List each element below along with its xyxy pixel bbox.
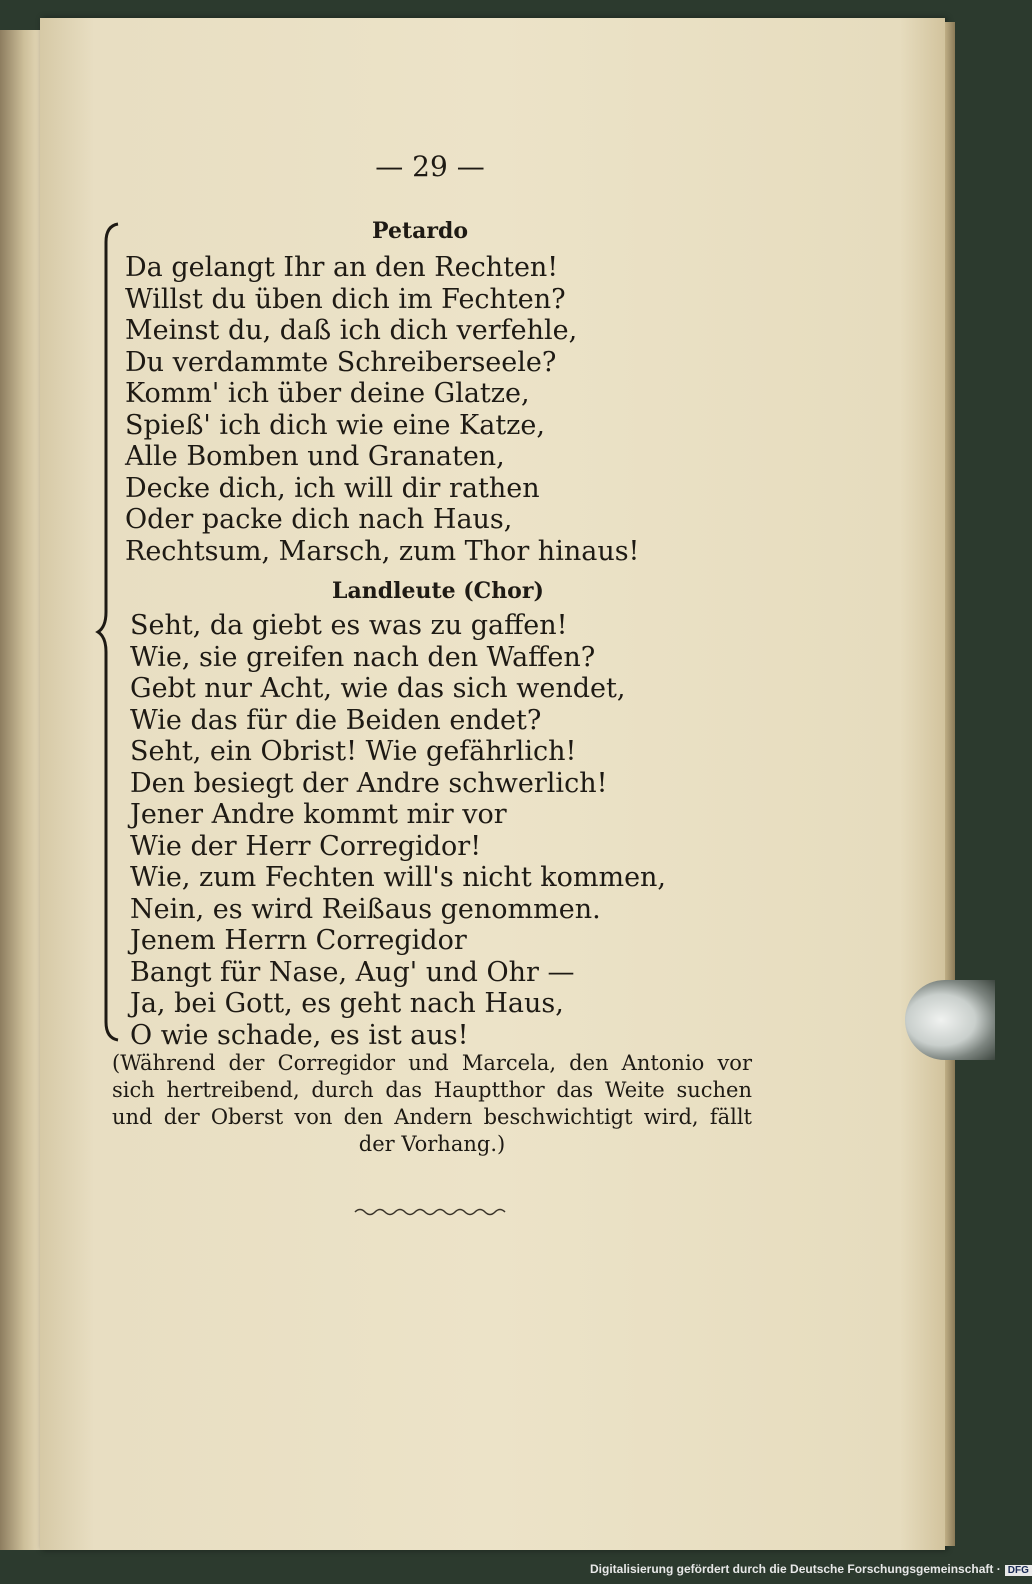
chorus-line: Wie, zum Fechten will's nicht kommen,: [130, 862, 667, 893]
footer-credit: [590, 1562, 1029, 1578]
speech-bracket: [96, 222, 126, 1042]
chorus-line: Nein, es wird Reißaus genommen.: [130, 893, 601, 925]
chorus-line: Bangt für Nase, Aug' und Ohr —: [130, 956, 575, 988]
page-number: — 29 —: [375, 150, 485, 183]
scanner-clip: [905, 980, 995, 1060]
petardo-line: Da gelangt Ihr an den Rechten!: [125, 252, 559, 283]
left-page-edge: [0, 30, 40, 1550]
chorus-line: Ja, bei Gott, es geht nach Haus,: [130, 988, 564, 1019]
chorus-line: Den besiegt der Andre schwerlich!: [130, 767, 608, 799]
chorus-line: Wie der Herr Corregidor!: [130, 830, 482, 862]
petardo-line: Komm' ich über deine Glatze,: [125, 378, 530, 409]
petardo-line: Du verdammte Schreiberseele?: [125, 346, 557, 378]
chorus-line: O wie schade, es ist aus!: [130, 1019, 469, 1051]
petardo-verse: [125, 252, 639, 567]
chorus-line: Gebt nur Acht, wie das sich wendet,: [130, 673, 626, 704]
footer-text: Digitalisierung gefördert durch die Deutsche Forschungsgemeinschaft ·: [590, 1562, 1001, 1576]
chorus-line: Seht, da giebt es was zu gaffen!: [130, 610, 568, 641]
chorus-line: Wie, sie greifen nach den Waffen?: [130, 641, 596, 673]
chorus-line: Jenem Herrn Corregidor: [130, 925, 467, 956]
chorus-verse: [130, 610, 666, 1051]
petardo-line: Spieß' ich dich wie eine Katze,: [125, 409, 545, 441]
page-edge: [945, 22, 955, 1546]
chorus-line: Wie das für die Beiden endet?: [130, 704, 542, 736]
petardo-line: Willst du üben dich im Fechten?: [125, 283, 566, 315]
petardo-line: Oder packe dich nach Haus,: [125, 504, 513, 535]
petardo-line: Rechtsum, Marsch, zum Thor hinaus!: [125, 535, 640, 567]
speaker-landleute: Landleute (Chor): [332, 578, 544, 604]
chorus-line: Jener Andre kommt mir vor: [130, 799, 507, 830]
stage-direction: (Während der Corregidor und Marcela, den Antonio vor sich hertreibend, durch das Hauptthor das Weite suchen und der Oberst von den Andern beschwichtigt wird, fällt der Vorhang.): [112, 1051, 752, 1156]
petardo-line: Decke dich, ich will dir rathen: [125, 472, 540, 504]
speaker-petardo: Petardo: [372, 218, 469, 244]
petardo-line: Alle Bomben und Granaten,: [125, 441, 505, 472]
chorus-line: Seht, ein Obrist! Wie gefährlich!: [130, 736, 577, 767]
ornamental-divider: [355, 1207, 505, 1217]
dfg-badge: DFG: [1005, 1565, 1032, 1576]
petardo-line: Meinst du, daß ich dich verfehle,: [125, 315, 578, 346]
